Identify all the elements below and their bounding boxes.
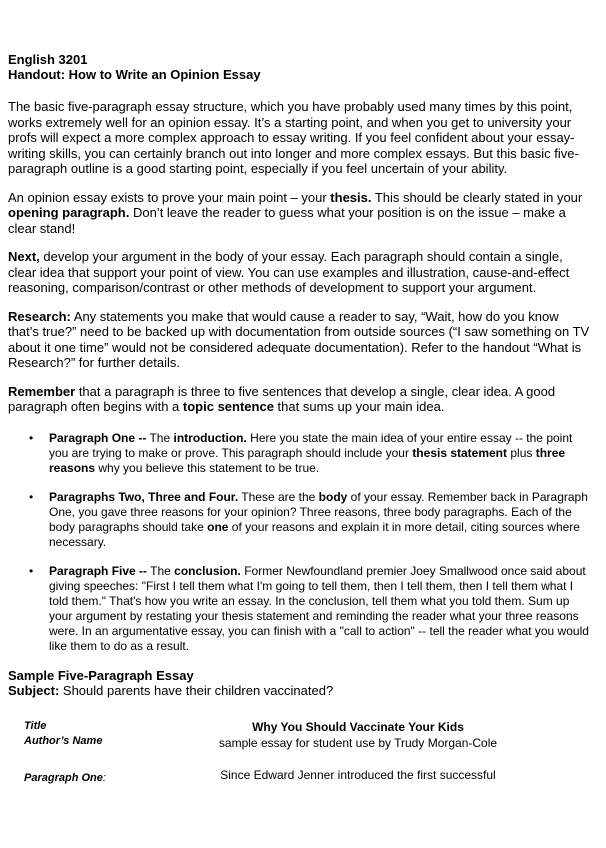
bold-paragraph-five: Paragraph Five -- <box>49 563 148 578</box>
course-code: English 3201 <box>8 52 88 67</box>
list-item <box>8 431 592 476</box>
bold-remember: Remember <box>8 383 76 399</box>
bullet-icon: • <box>29 563 34 578</box>
list-item <box>8 490 592 550</box>
bold-paragraph-one: Paragraph One -- <box>49 430 147 445</box>
thesis-paragraph <box>8 190 592 237</box>
subject-text: Should parents have their children vaccinated? <box>59 682 334 698</box>
text-run: Here you state the main idea of your entire essay -- the point you are trying to make or prove. This paragraph should include your <box>49 430 573 460</box>
subject-label: Subject: <box>8 682 60 698</box>
bold-thesis: thesis. <box>330 189 372 205</box>
text-run: An opinion essay exists to prove your main point – your <box>8 189 331 205</box>
text-run: This should be clearly stated in your <box>371 189 583 205</box>
research-paragraph <box>8 309 592 371</box>
text-run: Don’t leave the reader to guess what your position is on the issue – make a clear stand! <box>8 205 566 236</box>
text-run: These are the <box>238 489 319 504</box>
remember-paragraph <box>8 384 592 415</box>
label-text: Paragraph One <box>24 771 103 784</box>
text-run: The <box>147 563 175 578</box>
bullet-icon: • <box>29 489 34 504</box>
bullet-icon: • <box>29 430 34 445</box>
label-colon: : <box>102 771 106 784</box>
handout-title: Handout: How to Write an Opinion Essay <box>8 67 261 82</box>
bold-research: Research: <box>8 308 71 324</box>
author-label: Author’s Name <box>24 734 103 747</box>
bold-one: one <box>207 519 229 534</box>
paragraph-one-label <box>24 772 106 784</box>
bold-body-paragraphs: Paragraphs Two, Three and Four. <box>49 489 239 504</box>
handout-page <box>8 52 592 798</box>
text-run: Former Newfoundland premier Joey Smallwood once said about giving speeches: "First I tell them what I'm going to tell them, then I tell them, then I tell them what I told them." That's how you write an essay. In the conclusion, tell them what you told them. Sum up your argument by restating your thesis statement and reminding the reader what your three reasons were. In an argumentative essay, you can finish with a "call to action" -- tell the reader what you would like them to do as a result. <box>49 563 589 653</box>
text-run: Any statements you make that would cause a reader to say, “Wait, how do you know that’s true?” need to be backed up with documentation from outside sources (“I saw something on TV about it one time” would not be considered adequate documentation). Refer to the handout “What is Research?” for further details. <box>8 308 590 370</box>
paragraph-guide-list <box>8 431 592 654</box>
text-run: why you believe this statement to be true. <box>95 460 320 475</box>
text-run: that a paragraph is three to five sentences that develop a single, clear idea. A good paragraph often begins with a <box>8 383 556 414</box>
bold-topic-sentence: topic sentence <box>182 399 274 414</box>
text-run: The <box>146 430 174 445</box>
essay-byline: sample essay for student use by Trudy Morgan-Cole <box>218 735 498 750</box>
sample-subject <box>8 683 592 698</box>
bold-three-reasons: three reasons <box>49 445 566 475</box>
essay-title: Why You Should Vaccinate Your Kids <box>252 719 464 734</box>
text-run: of your essay. Remember back in Paragraph One, you gave three reasons for your opinion? Three reasons, three body paragraphs. Each of the body paragraphs should take <box>49 489 588 534</box>
bold-opening-paragraph: opening paragraph. <box>8 205 130 220</box>
next-paragraph <box>8 249 592 296</box>
intro-paragraph: The basic five-paragraph essay structure, which you have probably used many times by this point, works extremely well for an opinion essay. It’s a starting point, and when you get to university your profs will expect a more complex approach to essay writing. If you feel confident about your essay-writing skills, you can certainly branch out into longer and more complex essays. But this basic five-paragraph outline is a good starting point, especially if you feel uncertain of your ability. <box>8 99 579 176</box>
text-run: plus <box>507 445 536 460</box>
bold-body: body <box>318 489 348 504</box>
bold-conclusion: conclusion. <box>174 563 241 578</box>
sample-essay <box>8 718 592 798</box>
essay-first-line: Since Edward Jenner introduced the first successful <box>220 767 496 782</box>
text-run: develop your argument in the body of your essay. Each paragraph should contain a single, clear idea that support your point of view. You can use examples and illustration, cause-and-effect reasoning, comparison/contrast or other methods of development to support your argument. <box>8 249 570 295</box>
bold-thesis-statement: thesis statement <box>412 445 508 460</box>
bold-introduction: introduction. <box>173 430 247 445</box>
text-run: of your reasons and explain it in more detail, citing sources where necessary. <box>49 519 580 549</box>
bold-next: Next, <box>8 249 40 264</box>
title-label: Title <box>24 719 47 732</box>
sample-heading: Sample Five-Paragraph Essay <box>8 667 194 683</box>
text-run: that sums up your main idea. <box>273 399 445 414</box>
list-item <box>8 564 592 654</box>
